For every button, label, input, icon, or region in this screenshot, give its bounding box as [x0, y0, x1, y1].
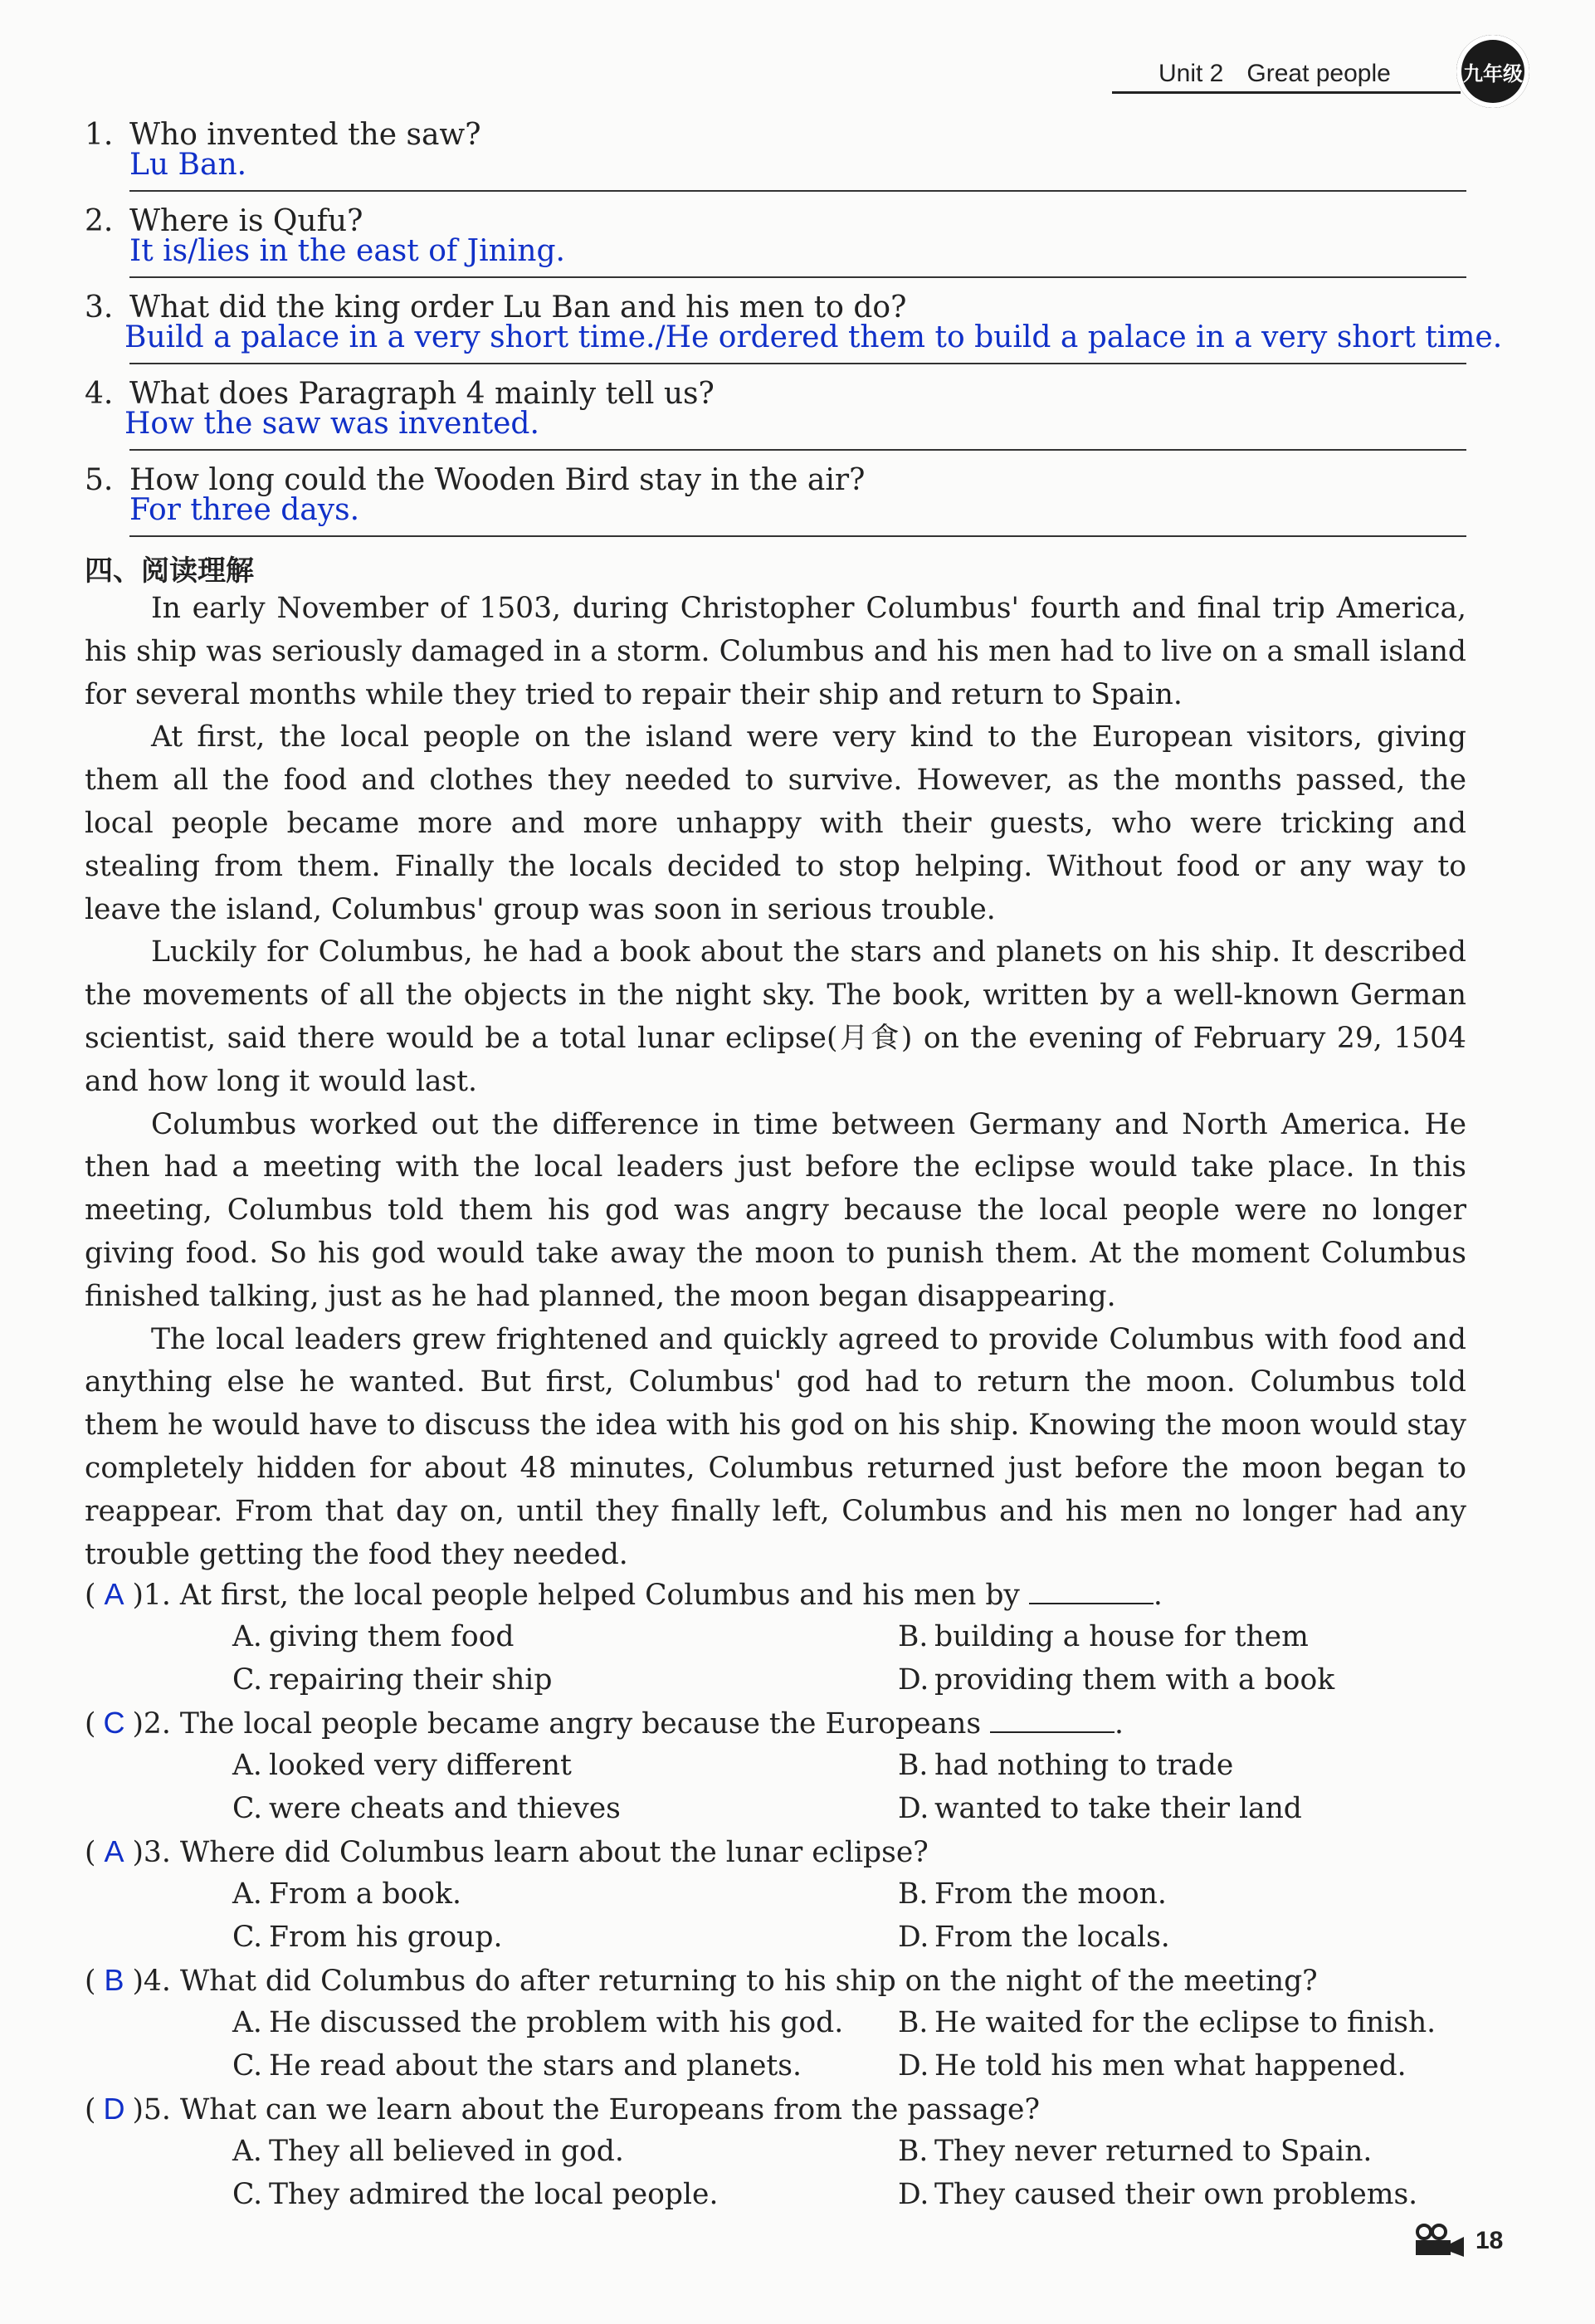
section-title: 四、阅读理解	[85, 554, 254, 588]
mcq-number: )4.	[132, 1965, 171, 1998]
mcq-option[interactable]: C. They admired the local people.	[232, 2178, 719, 2211]
mcq-option[interactable]: B. They never returned to Spain.	[898, 2135, 1373, 2168]
page-header	[1112, 51, 1544, 101]
passage-paragraph: Luckily for Columbus, he had a book about the stars and planets on his ship. It described the movements of all the objects in the night sky. The book, written by a well-known German scientist, said there would be a total lunar eclipse(月食) on the evening of February 29, 1504 and how long it would last.	[85, 935, 1466, 1098]
qa-question: Who invented the saw?	[129, 118, 481, 152]
qa-answer: How the saw was invented.	[124, 407, 539, 441]
film-camera-icon	[1411, 2224, 1471, 2257]
answer-line	[129, 190, 1466, 192]
qa-answer: For three days.	[129, 493, 360, 527]
mcq-option[interactable]: C. were cheats and thieves	[232, 1792, 621, 1825]
mcq-option[interactable]: D. providing them with a book	[898, 1663, 1335, 1697]
qa-answer: Build a palace in a very short time./He ordered them to build a palace in a very short time.	[124, 320, 1503, 354]
qa-number: 1.	[85, 118, 114, 152]
qa-number: 3.	[85, 290, 114, 325]
mcq-option[interactable]: B. He waited for the eclipse to finish.	[898, 2006, 1436, 2039]
passage-paragraph: Columbus worked out the difference in time between Germany and North America. He then had a meeting with the local leaders just before the eclipse would take place. In this meeting, Columbus told them his god was angry because the local people were no longer giving food. So his god would take away the moon to punish them. At the moment Columbus finished talking, just as he had planned, the moon began disappearing.	[85, 1107, 1466, 1313]
qa-item	[85, 204, 1466, 287]
qa-number: 5.	[85, 463, 114, 497]
qa-number: 4.	[85, 377, 114, 411]
mcq-stem: ( D )5. What can we learn about the Europeans from the passage?	[85, 2092, 1040, 2126]
mcq-stem: ( C )2. The local people became angry because the Europeans .	[85, 1706, 1124, 1741]
mcq-option[interactable]: B. building a house for them	[898, 1620, 1309, 1653]
mcq-stem-text: What did Columbus do after returning to his ship on the night of the meeting?	[179, 1965, 1318, 1998]
mcq-option[interactable]: C. From his group.	[232, 1921, 503, 1954]
mcq-stem-text: At first, the local people helped Columbus and his men by	[179, 1579, 1020, 1612]
mcq-answer: A	[104, 1834, 124, 1868]
unit-label: Unit 2	[1158, 60, 1224, 87]
mcq-option[interactable]: D. From the locals.	[898, 1921, 1170, 1954]
qa-question: Where is Qufu?	[129, 204, 363, 238]
mcq-option[interactable]: C. He read about the stars and planets.	[232, 2049, 802, 2082]
qa-item	[85, 377, 1466, 460]
mcq-option[interactable]: A. He discussed the problem with his god.	[232, 2006, 844, 2039]
answer-line	[129, 276, 1466, 278]
page-footer	[1411, 2220, 1510, 2262]
mcq-option[interactable]: A. looked very different	[232, 1749, 572, 1782]
mcq-stem-text: What can we learn about the Europeans from the passage?	[179, 2093, 1040, 2126]
answer-blank	[990, 1706, 1115, 1733]
qa-answer: Lu Ban.	[129, 148, 247, 182]
mcq-option[interactable]: A. From a book.	[232, 1877, 461, 1911]
grade-badge: 九年级	[1456, 35, 1529, 108]
answer-blank	[1029, 1578, 1154, 1604]
passage-paragraph: In early November of 1503, during Christopher Columbus' fourth and final trip America, his ship was seriously damaged in a storm. Columbus and his men had to live on a small island for several months while they tried to repair their ship and return to Spain.	[85, 592, 1466, 711]
answer-line	[129, 535, 1466, 537]
header-rule	[1112, 91, 1461, 94]
mcq-option[interactable]: D. He told his men what happened.	[898, 2049, 1407, 2082]
mcq-option[interactable]: D. wanted to take their land	[898, 1792, 1302, 1825]
mcq-number: )3.	[132, 1836, 171, 1869]
mcq-answer: C	[103, 1706, 125, 1740]
mcq-stem-text: The local people became angry because the Europeans	[179, 1707, 982, 1741]
mcq-number: )5.	[132, 2093, 171, 2126]
passage-paragraph: The local leaders grew frightened and quickly agreed to provide Columbus with food and anything else he wanted. But first, Columbus' god had to return the moon. Columbus told them he would have to discuss the idea with his god on his ship. Knowing the moon would stay completely hidden for about 48 minutes, Columbus returned just before the moon began to reappear. From that day on, until they finally left, Columbus and his men no longer had any trouble getting the food they needed.	[85, 1322, 1466, 1571]
qa-question: What does Paragraph 4 mainly tell us?	[129, 377, 715, 411]
mcq-stem-text: Where did Columbus learn about the lunar eclipse?	[179, 1836, 929, 1869]
mcq-option[interactable]: C. repairing their ship	[232, 1663, 553, 1697]
mcq-stem: ( A )1. At first, the local people helped Columbus and his men by .	[85, 1577, 1163, 1612]
qa-answer: It is/lies in the east of Jining.	[129, 234, 565, 268]
mcq-answer: B	[104, 1963, 124, 1997]
mcq-number: )1.	[132, 1579, 171, 1612]
mcq-option[interactable]: B. From the moon.	[898, 1877, 1167, 1911]
mcq-option[interactable]: A. They all believed in god.	[232, 2135, 624, 2168]
mcq-option[interactable]: D. They caused their own problems.	[898, 2178, 1418, 2211]
header-text	[1158, 60, 1391, 88]
answer-line	[129, 363, 1466, 364]
mcq-answer: D	[103, 2092, 125, 2126]
mcq-option[interactable]: A. giving them food	[232, 1620, 515, 1653]
qa-question: What did the king order Lu Ban and his men to do?	[129, 290, 907, 325]
mcq-answer: A	[104, 1577, 124, 1611]
mcq-stem: ( A )3. Where did Columbus learn about the lunar eclipse?	[85, 1834, 929, 1869]
qa-question: How long could the Wooden Bird stay in the air?	[129, 463, 866, 497]
mcq-option[interactable]: B. had nothing to trade	[898, 1749, 1234, 1782]
mcq-number: )2.	[132, 1707, 171, 1741]
qa-item	[85, 290, 1503, 374]
passage-paragraph: At first, the local people on the island were very kind to the European visitors, giving them all the food and clothes they needed to survive. However, as the months passed, the local people became more and more unhappy with their guests, who were tricking and stealing from them. Finally the locals decided to stop helping. Without food or any way to leave the island, Columbus' group was soon in serious trouble.	[85, 720, 1466, 926]
answer-line	[129, 449, 1466, 451]
mcq-stem: ( B )4. What did Columbus do after returning to his ship on the night of the meeting?	[85, 1963, 1318, 1998]
reading-passage	[85, 588, 1466, 1576]
qa-number: 2.	[85, 204, 114, 238]
unit-title: Great people	[1246, 60, 1391, 87]
qa-item	[85, 463, 1466, 546]
qa-item	[85, 118, 1466, 201]
page-number: 18	[1475, 2227, 1504, 2254]
